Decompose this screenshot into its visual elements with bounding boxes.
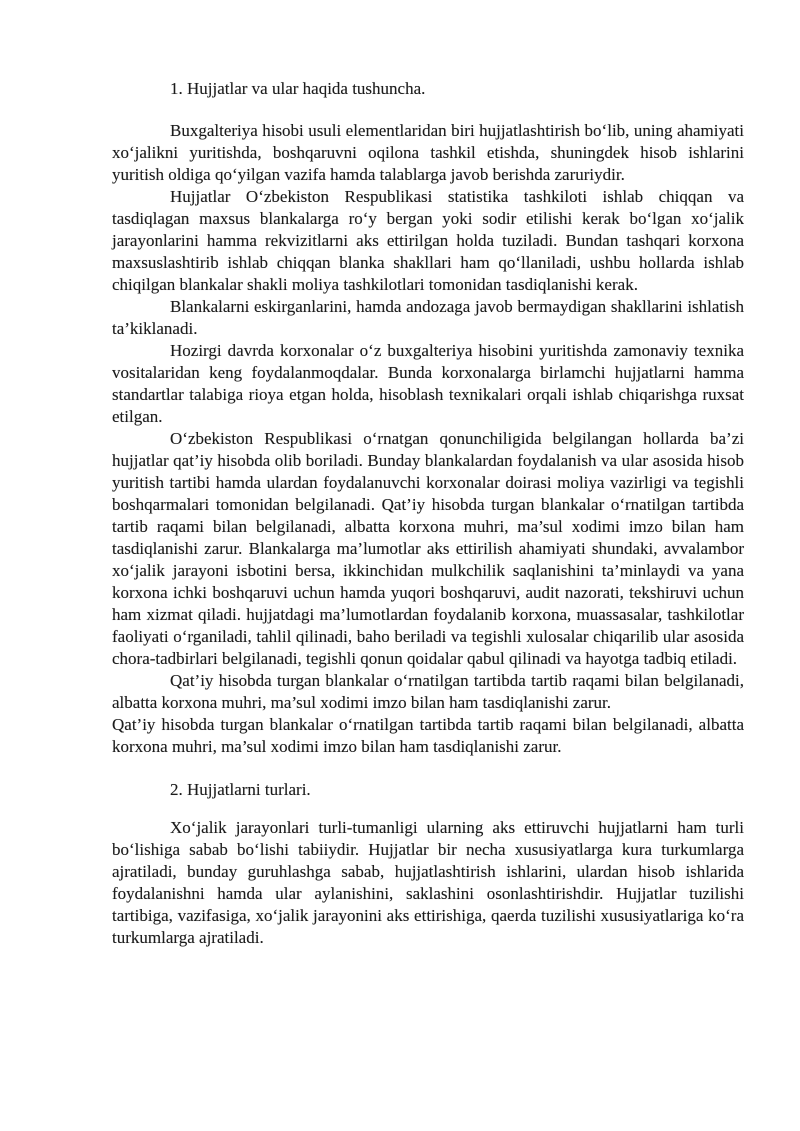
paragraph-strict-blanks-repeat-indented: Qat’iy hisobda turgan blankalar o‘rnatilgan tartibda tartib raqami bilan belgilanadi, albatta korxona muhri, ma’sul xodimi imzo bilan ham tasdiqlanishi zarur. <box>112 671 744 712</box>
paragraph-modern-technology: Hozirgi davrda korxonalar o‘z buxgalteriya hisobini yuritishda zamonaviy texnika vositalaridan keng foydalanmoqdalar. Bunda korxonalarga birlamchi hujjatlarni hamma standartlar talabiga rioya etgan holda, hisoblash texnikalari orqali ishlab chiqarishga ruxsat etilgan. <box>112 341 744 426</box>
paragraph-strict-blanks-repeat-flush: Qat’iy hisobda turgan blankalar o‘rnatilgan tartibda tartib raqami bilan belgilanadi, albatta korxona muhri, ma’sul xodimi imzo bilan ham tasdiqlanishi zarur. <box>112 715 744 756</box>
paragraph-statistics-blanks: Hujjatlar O‘zbekiston Respublikasi statistika tashkiloti ishlab chiqqan va tasdiqlagan maxsus blankalarga ro‘y bergan yoki sodir etilishi kerak bo‘lgan xo‘jalik jarayonlarini hamma rekvizitlarni aks ettirilgan holda tuziladi. Bundan tashqari korxona maxsuslashtirib ishlab chiqqan blanka shakllari ham qo‘llaniladi, ushbu hollarda ishlab chiqilgan blankalar shakli moliya tashkilotlari tomonidan tasdiqlanishi kerak. <box>112 187 744 294</box>
paragraph-outdated-blanks: Blankalarni eskirganlarini, hamda andozaga javob bermaydigan shakllarini ishlatish ta’kiklanadi. <box>112 297 744 338</box>
paragraph-document-types: Xo‘jalik jarayonlari turli-tumanligi ularning aks ettiruvchi hujjatlarni ham turli bo‘lishiga sabab bo‘lishi tabiiydir. Hujjatlar bir necha xususiyatlarga kura turkumlarga ajratiladi, bunday guruhlashga sabab, hujjatlashtirish ishlarini, ulardan hisob ishlarida foydalanishni hamda ular aylanishini, saklashini osonlashtirishdir. Hujjatlar tuzilishi tartibiga, vazifasiga, xo‘jalik jarayonini aks ettirishiga, qaerda tuzilishi xususiyatlariga ko‘ra turkumlarga ajratiladi. <box>112 818 744 947</box>
section-2-heading: 2. Hujjatlarni turlari. <box>170 780 311 799</box>
section-1-heading: 1. Hujjatlar va ular haqida tushuncha. <box>170 79 426 98</box>
paragraph-documenting-importance: Buxgalteriya hisobi usuli elementlaridan biri hujjatlashtirish bo‘lib, uning ahamiyati xo‘jalikni yuritishda, boshqaruvni oqilona tashkil etishda, shuningdek hisob ishlarini yuritish oldiga qo‘yilgan vazifa hamda talablarga javob berishda zaruriydir. <box>112 121 744 184</box>
paragraph-strict-accounting: O‘zbekiston Respublikasi o‘rnatgan qonunchiligida belgilangan hollarda ba’zi hujjatlar qat’iy hisobda olib boriladi. Bunday blankalardan foydalanish va ular asosida hisob yuritish tartibi hamda ulardan foydalanuvchi korxonalar doirasi moliya vazirligi va tegishli boshqarmalari tomonidan belgilanadi. Qat’iy hisobda turgan blankalar o‘rnatilgan tartibda tartib raqami bilan belgilanadi, albatta korxona muhri, ma’sul xodimi imzo bilan ham tasdiqlanishi zarur. Blankalarga ma’lumotlar aks ettirilish ahamiyati shundaki, avvalambor xo‘jalik jarayoni isbotini bersa, ikkinchidan mulkchilik saqlanishini ta’minlaydi va yana korxona ichki boshqaruvi uchun hamda yuqori boshqaruvi, audit nazorati, tekshiruvi uchun ham xizmat qiladi. hujjatdagi ma’lumotlardan foydalanib korxona, muassasalar, tashkilotlar faoliyati o‘rganiladi, tahlil qilinadi, baho beriladi va tegishli xulosalar chiqarilib ular asosida chora-tadbirlari belgilanadi, tegishli qonun qoidalar qabul qilinadi va hayotga tadbiq etiladi. <box>112 429 744 668</box>
document-text-column <box>112 78 744 949</box>
